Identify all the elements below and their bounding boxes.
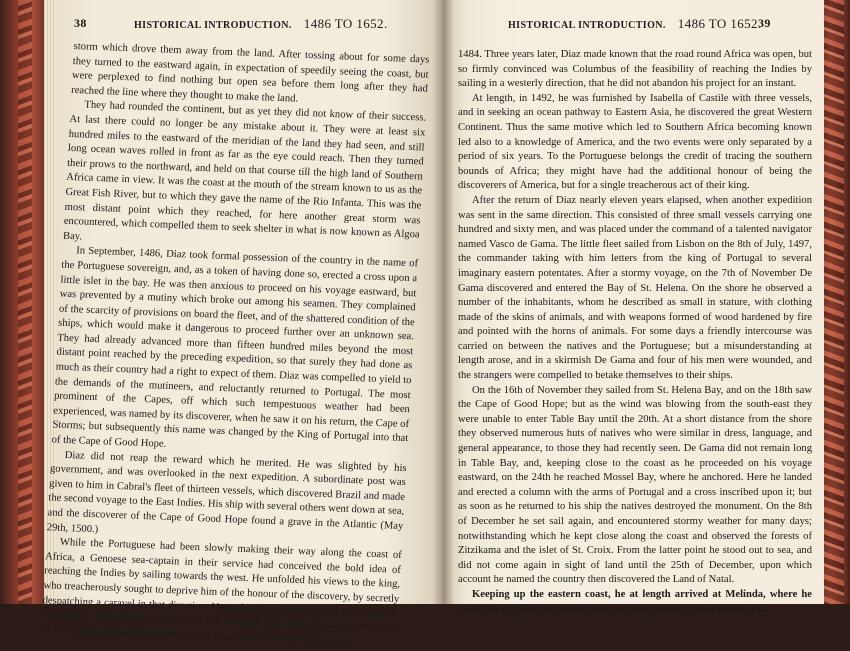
right-running-head: HISTORICAL INTRODUCTION. bbox=[508, 20, 666, 31]
left-page-body bbox=[41, 40, 430, 651]
right-paragraph: On the 16th of November they sailed from St. Helena Bay, and on the 18th saw the Cape of Good Hope; but as the wind was blowing from the south-east they were unable to enter Table Bay until the 20th. At a short distance from the shore they observed numerous huts of natives who were similar in dress, language, and general appearance, to those they had recently seen. De Gama did not remain long in Table Bay, and, keeping close to the coast as he proceeded on his voyage eastward, on the 24th he reached Mossel Bay, where he anchored. Here he landed and erected a column with the arms of Portugal and a cross inscribed upon it; but as soon as he returned to his ship the natives destroyed the monument. On the 8th of December he set sail again, and encountered stormy weather for many days; notwithstanding which he kept close along the coast and observed the forests of Zitzikama and the islet of St. Croix. From the latter point he stood out to sea, and did not come again in sight of land until the 25th of December, upon which account he named the country then discovered the Land of Natal. bbox=[458, 384, 812, 586]
book-cover-left bbox=[0, 0, 50, 604]
left-paragraph: In September, 1486, Diaz took formal possession of the country in the name of the Portuguese sovereign, and, as a token of having done so, erected a cross upon a little islet in the bay. He was then anxious to proceed on his voyage eastward, but was prevented by a mutiny which broke out among his seamen. They complained of the scarcity of provisions on board the fleet, and of the shattered condition of the ships, which would make it dangerous to proceed further over an unknown sea. They had already advanced more than fifteen hundred miles beyond the most distant point reached by the preceding expedition, so that surely they had done as much as their country had a right to expect of them. Diaz was compelled to yield to the demands of the mutineers, and reluctantly returned to Portugal. The most prominent of the Capes, off which such tempestuous weather had been experienced, was named by its discoverer, when he saw it on his return, the Cape of Storms; but subsequently this name was changed by the King of Portugal into that of the Cape of Good Hope. bbox=[51, 245, 419, 450]
right-paragraph: After the return of Diaz nearly eleven years elapsed, when another expedition was sent in the same direction. This consisted of three small vessels carrying one hundred and sixty men, and was placed under the command of a talented navigator named Vasco de Gama. The little fleet sailed from Lisbon on the 8th of July, 1497, the commander taking with him letters from the king of Portugal to several imaginary eastern potentates. After a stormy voyage, on the 7th of November De Gama discovered and entered the Bay of St. Helena. On the shore he observed a number of the inhabitants, whom he described as small in stature, with clothing made of the skins of animals, and with weapons formed of wood hardened by fire and pointed with the horns of animals. For some days a friendly intercourse was carried on between the natives and the Portuguese; but a misunderstanding at length arose, and in a skirmish De Gama and four of his men were wounded, and the strangers were compelled to betake themselves to their ships. bbox=[458, 194, 812, 382]
left-paragraph: Diaz did not reap the reward which he merited. He was slighted by his government, and was overlooked in the next expedition. A subordinate post was given to him in Cabral's fleet of thirteen vessels, which discovered Brazil and made the second voyage to the East Indies. His ship with several others went down at sea, and the discoverer of the Cape of Good Hope found a grave in the Atlantic (May 29th, 1500.) bbox=[46, 449, 407, 535]
left-paragraph: They had rounded the continent, but as yet they did not know of their success. At last there could no longer be any mistake about it. They were at least six hundred miles to the eastward of the meridian of the land they had seen, and still long ocean waves rolled in front as far as the eye could reach. Then they turned their prows to the northward, and held on that course till the high land of Southern Africa came in view. It was the coast at the mouth of the stream known to us as the Great Fish River, but to which they gave the name of the Rio Infanta. This was the most distant point which they reached, for here another great storm was encountered, which compelled them to seek shelter in what is now known as Algoa Bay. bbox=[62, 99, 427, 243]
left-page-number: 38 bbox=[74, 16, 87, 30]
right-page-body bbox=[458, 48, 812, 617]
right-page-number: 39 bbox=[758, 16, 771, 30]
left-date-range: 1486 TO 1652. bbox=[303, 16, 388, 31]
right-page bbox=[442, 0, 824, 615]
left-paragraph: storm which drove them away from the land. After tossing about for some days they turned to the eastward again, in expectation of speedily seeing the coast, but were perplexed to find nothing but open sea before them long after they had reached the line where they thought to make the land. bbox=[70, 40, 430, 105]
left-running-head: HISTORICAL INTRODUCTION. bbox=[134, 20, 292, 31]
left-page bbox=[40, 0, 442, 647]
right-paragraph: 1484. Three years later, Diaz made known that the road round Africa was open, but so firmly convinced was Columbus of the feasibility of reaching the Indies by sailing in a westerly direction, that he did not abandon his project for an instant. bbox=[458, 49, 812, 90]
left-paragraph: While the Portuguese had been slowly making their way along the coast of Africa, a Genoese sea-captain in their service had conceived the bold idea of reaching the Indies by sailing towards the west. He unfolded his views to the king, who treacherously sought to deprive him of the honour of the discovery, by secretly despatching a caravel in that direction. Upon the return of this vessel unsuccessful, Christopher Columbus in indignation left Portugal, and made his way to the court of Ferdinand and Isabella, sovereigns of Aragon and Castile. This was in bbox=[40, 537, 402, 647]
left-page-header bbox=[74, 16, 434, 32]
right-date-range: 1486 TO 1652. bbox=[677, 16, 762, 31]
right-paragraph: Keeping up the eastern coast, he at length arrived at Melinda, where he found Arab pilots acquainted with the navigation of the eastern seas. bbox=[458, 588, 812, 615]
right-paragraph: At length, in 1492, he was furnished by Isabella of Castile with three vessels, and in seeking an ocean pathway to Eastern Asia, he discovered the great Western Continent. Thus the same motive which led to Southern Africa becoming known led also to a knowledge of America, and the two events were only separated by a period of six years. To the Portuguese belongs the credit of tracing the southern bounds of Africa; they might have had the additional honour of being the discoverers of America, but for a single treacherous act of their king. bbox=[458, 92, 812, 192]
right-page-header bbox=[508, 16, 804, 32]
